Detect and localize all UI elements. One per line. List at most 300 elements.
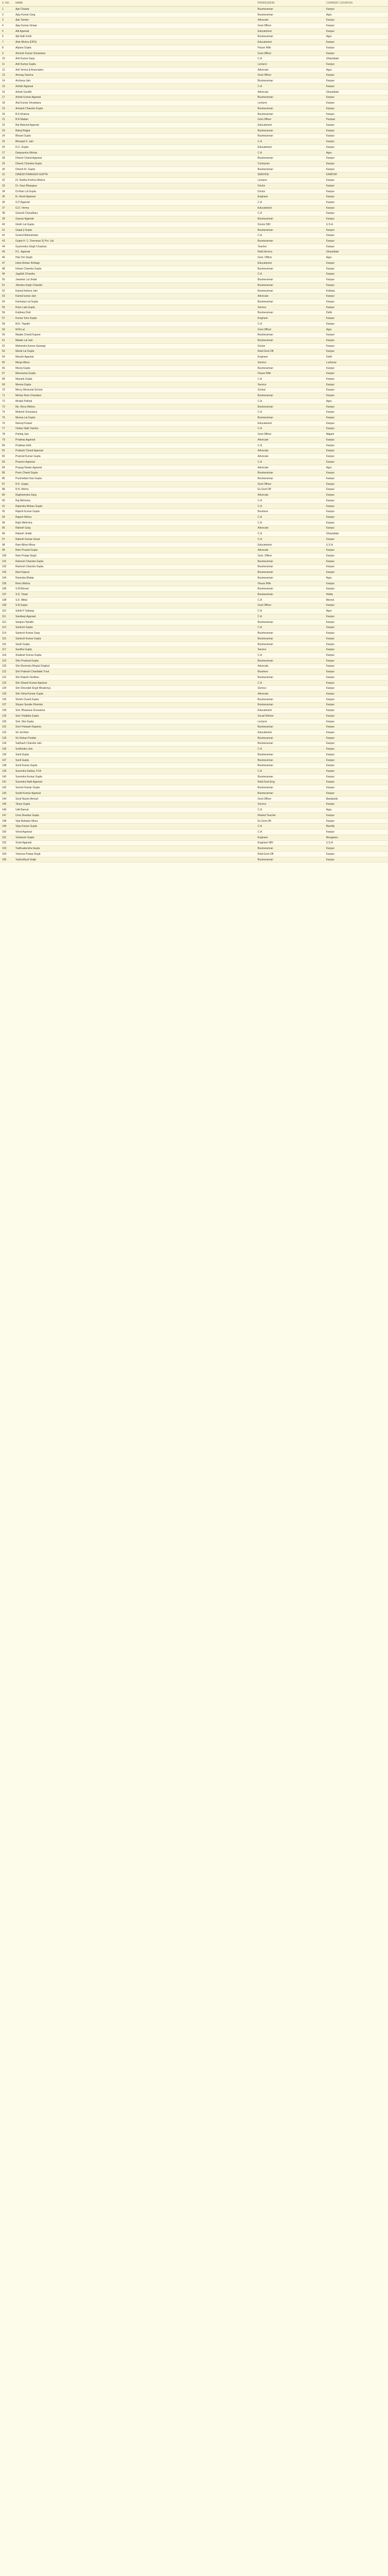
profession-cell: Service [256,382,324,387]
serial-number-cell: 41 [0,227,13,233]
profession-cell: Businessman [256,34,324,40]
profession-cell: Businessman [256,570,324,575]
table-row [0,304,388,310]
name-cell: Pankaj Jain [13,432,256,437]
table-row [0,631,388,636]
profession-cell: Govt.Officer [256,603,324,608]
serial-number-cell: 92 [0,509,13,515]
location-cell: Kanpur [324,857,388,862]
name-cell: Rajesh Kumar Gupta [13,509,256,515]
location-cell: Kanpur [324,553,388,559]
serial-number-cell: 68 [0,377,13,382]
name-cell: Shri Prakash Charitable Trust [13,669,256,675]
name-cell: Manish Agarwal [13,354,256,360]
table-row [0,365,388,371]
serial-number-cell: 29 [0,161,13,167]
serial-number-cell: 109 [0,603,13,608]
name-cell: Yashodhyat Singh [13,857,256,862]
profession-cell: C.A [256,56,324,62]
name-cell: Amresh Kumar Srivastava [13,50,256,56]
location-cell: Agra [324,399,388,404]
table-row [0,371,388,377]
serial-number-cell: 26 [0,144,13,150]
location-cell: Kanpur [324,757,388,763]
profession-cell: Educationist [256,144,324,150]
profession-cell: Retd.Govt.Off. [256,349,324,354]
name-cell: Vijay Kumar Gupta [13,824,256,829]
location-cell: Kanpur [324,702,388,708]
serial-number-cell: 89 [0,493,13,498]
name-cell: Dr. Radha Krishna Mishra [13,178,256,183]
name-cell: R.N. Mehra [13,487,256,493]
name-cell: Gupta H. C. Overseas (I) Pvt. Ltd. [13,239,256,244]
serial-number-cell: 9 [0,50,13,56]
serial-number-cell: 55 [0,304,13,310]
profession-cell: Service [256,686,324,691]
profession-cell: Retd.Service [256,249,324,255]
name-cell: Ishwar Chandra Gupta [13,266,256,272]
profession-cell: Businessman [256,476,324,482]
location-cell: Kanpur [324,178,388,183]
table-row [0,18,388,23]
name-cell: Mercy Memorial School [13,387,256,393]
table-row [0,62,388,67]
name-cell: Surendra Kakkar, FCA [13,769,256,774]
location-cell: Agra [324,255,388,261]
profession-cell: Educationist [256,40,324,45]
table-row [0,619,388,625]
table-row [0,548,388,553]
serial-number-cell: 154 [0,851,13,857]
serial-number-cell: 121 [0,669,13,675]
table-row [0,730,388,736]
table-row [0,558,388,564]
profession-cell: Doctor [256,343,324,349]
location-cell: Kanpur [324,730,388,736]
location-cell: Kanpur [324,144,388,150]
name-cell: Kumar Som Gupta [13,316,256,321]
table-row [0,349,388,354]
profession-cell: Advocate [256,691,324,697]
location-cell: Kanpur [324,45,388,51]
profession-cell: Businessman [256,724,324,730]
serial-number-cell: 13 [0,73,13,78]
location-cell: Kanpur [324,166,388,172]
location-cell: Kanpur [324,625,388,631]
serial-number-cell: 58 [0,321,13,327]
table-row [0,829,388,835]
profession-cell: Govt. Officer [256,553,324,559]
table-row [0,851,388,857]
name-cell: Hari Om Singh [13,255,256,261]
profession-cell: Businessman [256,774,324,779]
name-cell: Ashish Agarwal [13,84,256,90]
profession-cell: Businessman [256,564,324,570]
location-cell: Kanpur [324,50,388,56]
profession-cell: Businessman [256,619,324,625]
serial-number-cell: 87 [0,481,13,487]
name-cell: Renu Mishra [13,581,256,586]
table-row [0,327,388,332]
location-cell: Kanpur [324,802,388,807]
serial-number-cell: 39 [0,216,13,222]
name-cell: Vinod Agarwal [13,829,256,835]
serial-number-cell: 142 [0,785,13,791]
location-cell: Kanpur [324,277,388,283]
serial-number-cell: 54 [0,299,13,305]
table-row [0,194,388,200]
profession-cell: Govt.Officer [256,23,324,29]
name-cell: Purshottam Das Gupta [13,476,256,482]
location-cell: Kanpur [324,294,388,299]
table-row [0,166,388,172]
profession-cell: Engineer [256,354,324,360]
table-row [0,818,388,824]
name-cell: Sandeep Agarwal [13,614,256,620]
serial-number-cell: 69 [0,382,13,387]
serial-number-cell: 15 [0,84,13,90]
profession-cell: C.A [256,211,324,216]
table-row [0,45,388,51]
location-cell: Ghaziabad [324,531,388,537]
profession-cell: C.A [256,150,324,156]
profession-cell: C.A [256,139,324,145]
location-cell: Kanpur [324,194,388,200]
serial-number-cell: 77 [0,426,13,432]
name-cell: Santosh Kumar Gupta [13,636,256,641]
profession-cell: Businessman [256,641,324,647]
profession-cell: Business [256,509,324,515]
name-cell: Meena Gupta [13,382,256,387]
name-cell: Ms. Renu Mishra [13,404,256,410]
serial-number-cell: 116 [0,641,13,647]
location-cell: Kanpur [324,338,388,344]
profession-cell: Govt. Officer [256,255,324,261]
serial-number-cell: 96 [0,531,13,537]
location-cell: Kanpur [324,631,388,636]
location-cell: Kanpur [324,272,388,277]
location-cell: Agra [324,12,388,18]
profession-cell: Govt.Officer [256,327,324,332]
serial-number-cell: 75 [0,415,13,421]
serial-number-cell: 108 [0,597,13,603]
serial-number-cell: 147 [0,812,13,818]
name-cell: Alpana Gupta [13,45,256,51]
table-row [0,476,388,482]
serial-number-cell: 119 [0,658,13,664]
location-cell: Kanpur [324,774,388,779]
location-cell: Kanpur [324,564,388,570]
profession-cell: Businessman [256,735,324,741]
profession-cell: House Wife [256,371,324,377]
profession-cell: C.A [256,321,324,327]
serial-number-cell: 6 [0,34,13,40]
location-cell: Kanpur [324,426,388,432]
serial-number-cell: 117 [0,647,13,653]
table-row [0,40,388,45]
location-cell: Kolkata [324,288,388,294]
serial-number-cell: 143 [0,791,13,796]
serial-number-cell: 85 [0,470,13,476]
location-cell: Kanpur [324,752,388,758]
table-row [0,343,388,349]
location-cell: Kanpur [324,261,388,266]
table-row [0,117,388,123]
location-cell: Kanpur [324,377,388,382]
name-cell: Surendra Nath Agarwal [13,779,256,785]
table-row [0,641,388,647]
serial-number-cell: 78 [0,432,13,437]
name-cell: Vijai Bahadur Misra [13,818,256,824]
name-cell: Atul Kumar Srivastava [13,100,256,106]
table-row [0,106,388,111]
location-cell: Kanpur [324,415,388,421]
profession-cell: Ex.Govt.Off. [256,818,324,824]
name-cell: Manik Lal Gupta [13,349,256,354]
serial-number-cell: 138 [0,763,13,769]
location-cell: Kanpur [324,40,388,45]
serial-number-cell: 27 [0,150,13,156]
location-cell: Kanpur [324,691,388,697]
serial-number-cell: 21 [0,117,13,123]
location-cell: Kanpur [324,156,388,161]
profession-cell: Businessman [256,785,324,791]
profession-cell: Engineer [256,835,324,840]
name-cell: Avinash Chandra Gupta [13,106,256,111]
profession-cell: SERVICE [256,172,324,178]
serial-number-cell: 1 [0,7,13,12]
profession-cell: Educationist [256,730,324,736]
location-cell: U.S.A [324,542,388,548]
table-row [0,570,388,575]
profession-cell: Businessman [256,658,324,664]
name-cell: Alok Mishra (DPS) [13,40,256,45]
table-row [0,50,388,56]
serial-number-cell: 135 [0,747,13,752]
location-cell: Kanpur [324,200,388,206]
serial-number-cell: 73 [0,404,13,410]
name-cell: Ramesh Chandra Gupta [13,564,256,570]
name-cell: Ravindra Bhatia [13,575,256,581]
profession-cell: C.A [256,200,324,206]
header-name: NAME [13,0,256,7]
profession-cell: Businessman [256,111,324,117]
name-cell: Pradeep Seth [13,443,256,448]
profession-cell: Engineer [256,194,324,200]
profession-cell: Teacher [256,244,324,249]
name-cell: Munna Lal Gupta [13,415,256,421]
serial-number-cell: 80 [0,443,13,448]
serial-number-cell: 91 [0,503,13,509]
table-body [0,7,388,862]
location-cell: Agra [324,807,388,813]
table-row [0,680,388,686]
name-cell: Shiv Prashad Gupta [13,658,256,664]
name-cell: Govind Maheshwari [13,233,256,239]
profession-cell: Govt.Officer [256,73,324,78]
name-cell: Santosh Gupta [13,625,256,631]
table-row [0,89,388,95]
name-cell: B.R.Madan [13,117,256,123]
location-cell: Kanpur [324,812,388,818]
serial-number-cell: 129 [0,714,13,719]
location-cell: Kanpur [324,829,388,835]
table-row [0,123,388,128]
location-cell: Kanpur [324,669,388,675]
name-cell: Dinesh Kr. Gupta [13,166,256,172]
name-cell: Kuldeep Dixit [13,310,256,316]
profession-cell: Businessman [256,558,324,564]
location-cell: Kanpur [324,84,388,90]
location-cell: Kanpur [324,586,388,592]
location-cell: Kanpur [324,404,388,410]
profession-cell: C.A [256,515,324,520]
table-row [0,255,388,261]
table-row [0,509,388,515]
table-row [0,377,388,382]
location-cell: Kanpur [324,387,388,393]
serial-number-cell: 7 [0,40,13,45]
serial-number-cell: 111 [0,614,13,620]
table-row [0,420,388,426]
table-row [0,111,388,117]
profession-cell: C.A [256,747,324,752]
profession-cell: Businessman [256,763,324,769]
profession-cell: Lecturer [256,62,324,67]
serial-number-cell: 155 [0,857,13,862]
table-row [0,603,388,608]
serial-number-cell: 106 [0,586,13,592]
serial-number-cell: 125 [0,691,13,697]
table-row [0,332,388,338]
location-cell: Ghaziabad [324,89,388,95]
serial-number-cell: 148 [0,818,13,824]
location-cell: Kanpur [324,664,388,669]
profession-cell: Ex.Govt.Off [256,487,324,493]
profession-cell: C.A [256,233,324,239]
name-cell: Syed Nasim Ahmad [13,796,256,802]
table-row [0,614,388,620]
table-row [0,647,388,653]
serial-number-cell: 34 [0,189,13,194]
table-row [0,73,388,78]
location-cell: Kanpur [324,139,388,145]
location-cell: Kanpur [324,515,388,520]
table-row [0,161,388,167]
profession-cell: Advocate [256,465,324,470]
table-row [0,244,388,249]
serial-number-cell: 130 [0,719,13,724]
serial-number-cell: 100 [0,553,13,559]
profession-cell: Businessman [256,310,324,316]
profession-cell: Businessman [256,266,324,272]
serial-number-cell: 140 [0,774,13,779]
serial-number-cell: 43 [0,239,13,244]
serial-number-cell: 137 [0,757,13,763]
location-cell: Kanpur [324,779,388,785]
location-cell: Kanpur [324,537,388,543]
name-cell: Girish Lal Gupta [13,222,256,228]
location-cell: Kanpur [324,321,388,327]
table-row [0,564,388,570]
name-cell: Suresh Kumar Gupta [13,785,256,791]
table-row [0,360,388,366]
profession-cell: Retd.Govt.Eng. [256,779,324,785]
table-row [0,493,388,498]
table-row [0,774,388,779]
name-cell: Pradeep Agarwal [13,437,256,443]
table-row [0,28,388,34]
profession-cell: C.A [256,459,324,465]
table-row [0,857,388,862]
location-cell: Kanpur [324,481,388,487]
table-row [0,23,388,29]
name-cell: Ganesh Chaudhary [13,211,256,216]
location-cell: Kanpur [324,653,388,658]
name-cell: D.C. Gupta [13,144,256,150]
serial-number-cell: 28 [0,156,13,161]
table-row [0,7,388,12]
serial-number-cell: 149 [0,824,13,829]
location-cell: Kanpur [324,719,388,724]
location-cell: Delhi [324,354,388,360]
name-cell: Ram Prasad Gupta [13,548,256,553]
location-cell: Kanpur [324,448,388,454]
profession-cell: Advocate [256,448,324,454]
profession-cell: Govt.Officer [256,50,324,56]
table-row [0,34,388,40]
name-cell: S.K. Mittal [13,597,256,603]
name-cell: Mradul Pathak [13,399,256,404]
serial-number-cell: 4 [0,23,13,29]
table-row [0,714,388,719]
table-row [0,697,388,702]
location-cell: Kanpur [324,476,388,482]
serial-number-cell: 25 [0,139,13,145]
name-cell: Ajay Kumar Ishwar [13,23,256,29]
table-row [0,691,388,697]
profession-cell: Businessman [256,631,324,636]
table-row [0,454,388,460]
table-row [0,664,388,669]
serial-number-cell: 5 [0,28,13,34]
location-cell: Kanpur [324,741,388,747]
profession-cell: Businessman [256,575,324,581]
serial-number-cell: 146 [0,807,13,813]
profession-cell: Advocate [256,437,324,443]
table-row [0,277,388,283]
name-cell: Ashok Gandhi [13,89,256,95]
name-cell: Jawahar Lal Jindal [13,277,256,283]
location-cell: Kanpur [324,18,388,23]
name-cell: Vivek Agarwal [13,840,256,846]
profession-cell: Businessman [256,288,324,294]
serial-number-cell: 52 [0,288,13,294]
profession-cell: Doctor [256,183,324,189]
serial-number-cell: 72 [0,399,13,404]
name-cell: Smt. Bhawana Srivastava [13,708,256,714]
name-cell: Mayank Gupta [13,377,256,382]
table-row [0,840,388,846]
location-cell: Ghaziabad [324,249,388,255]
name-cell: Adi Agarwal [13,28,256,34]
profession-cell: Advocate [256,89,324,95]
table-row [0,128,388,133]
location-cell: Kanpur [324,233,388,239]
name-cell: Er. Anish Agarwal [13,194,256,200]
profession-cell: Businessman [256,791,324,796]
location-cell: Kanpur [324,735,388,741]
